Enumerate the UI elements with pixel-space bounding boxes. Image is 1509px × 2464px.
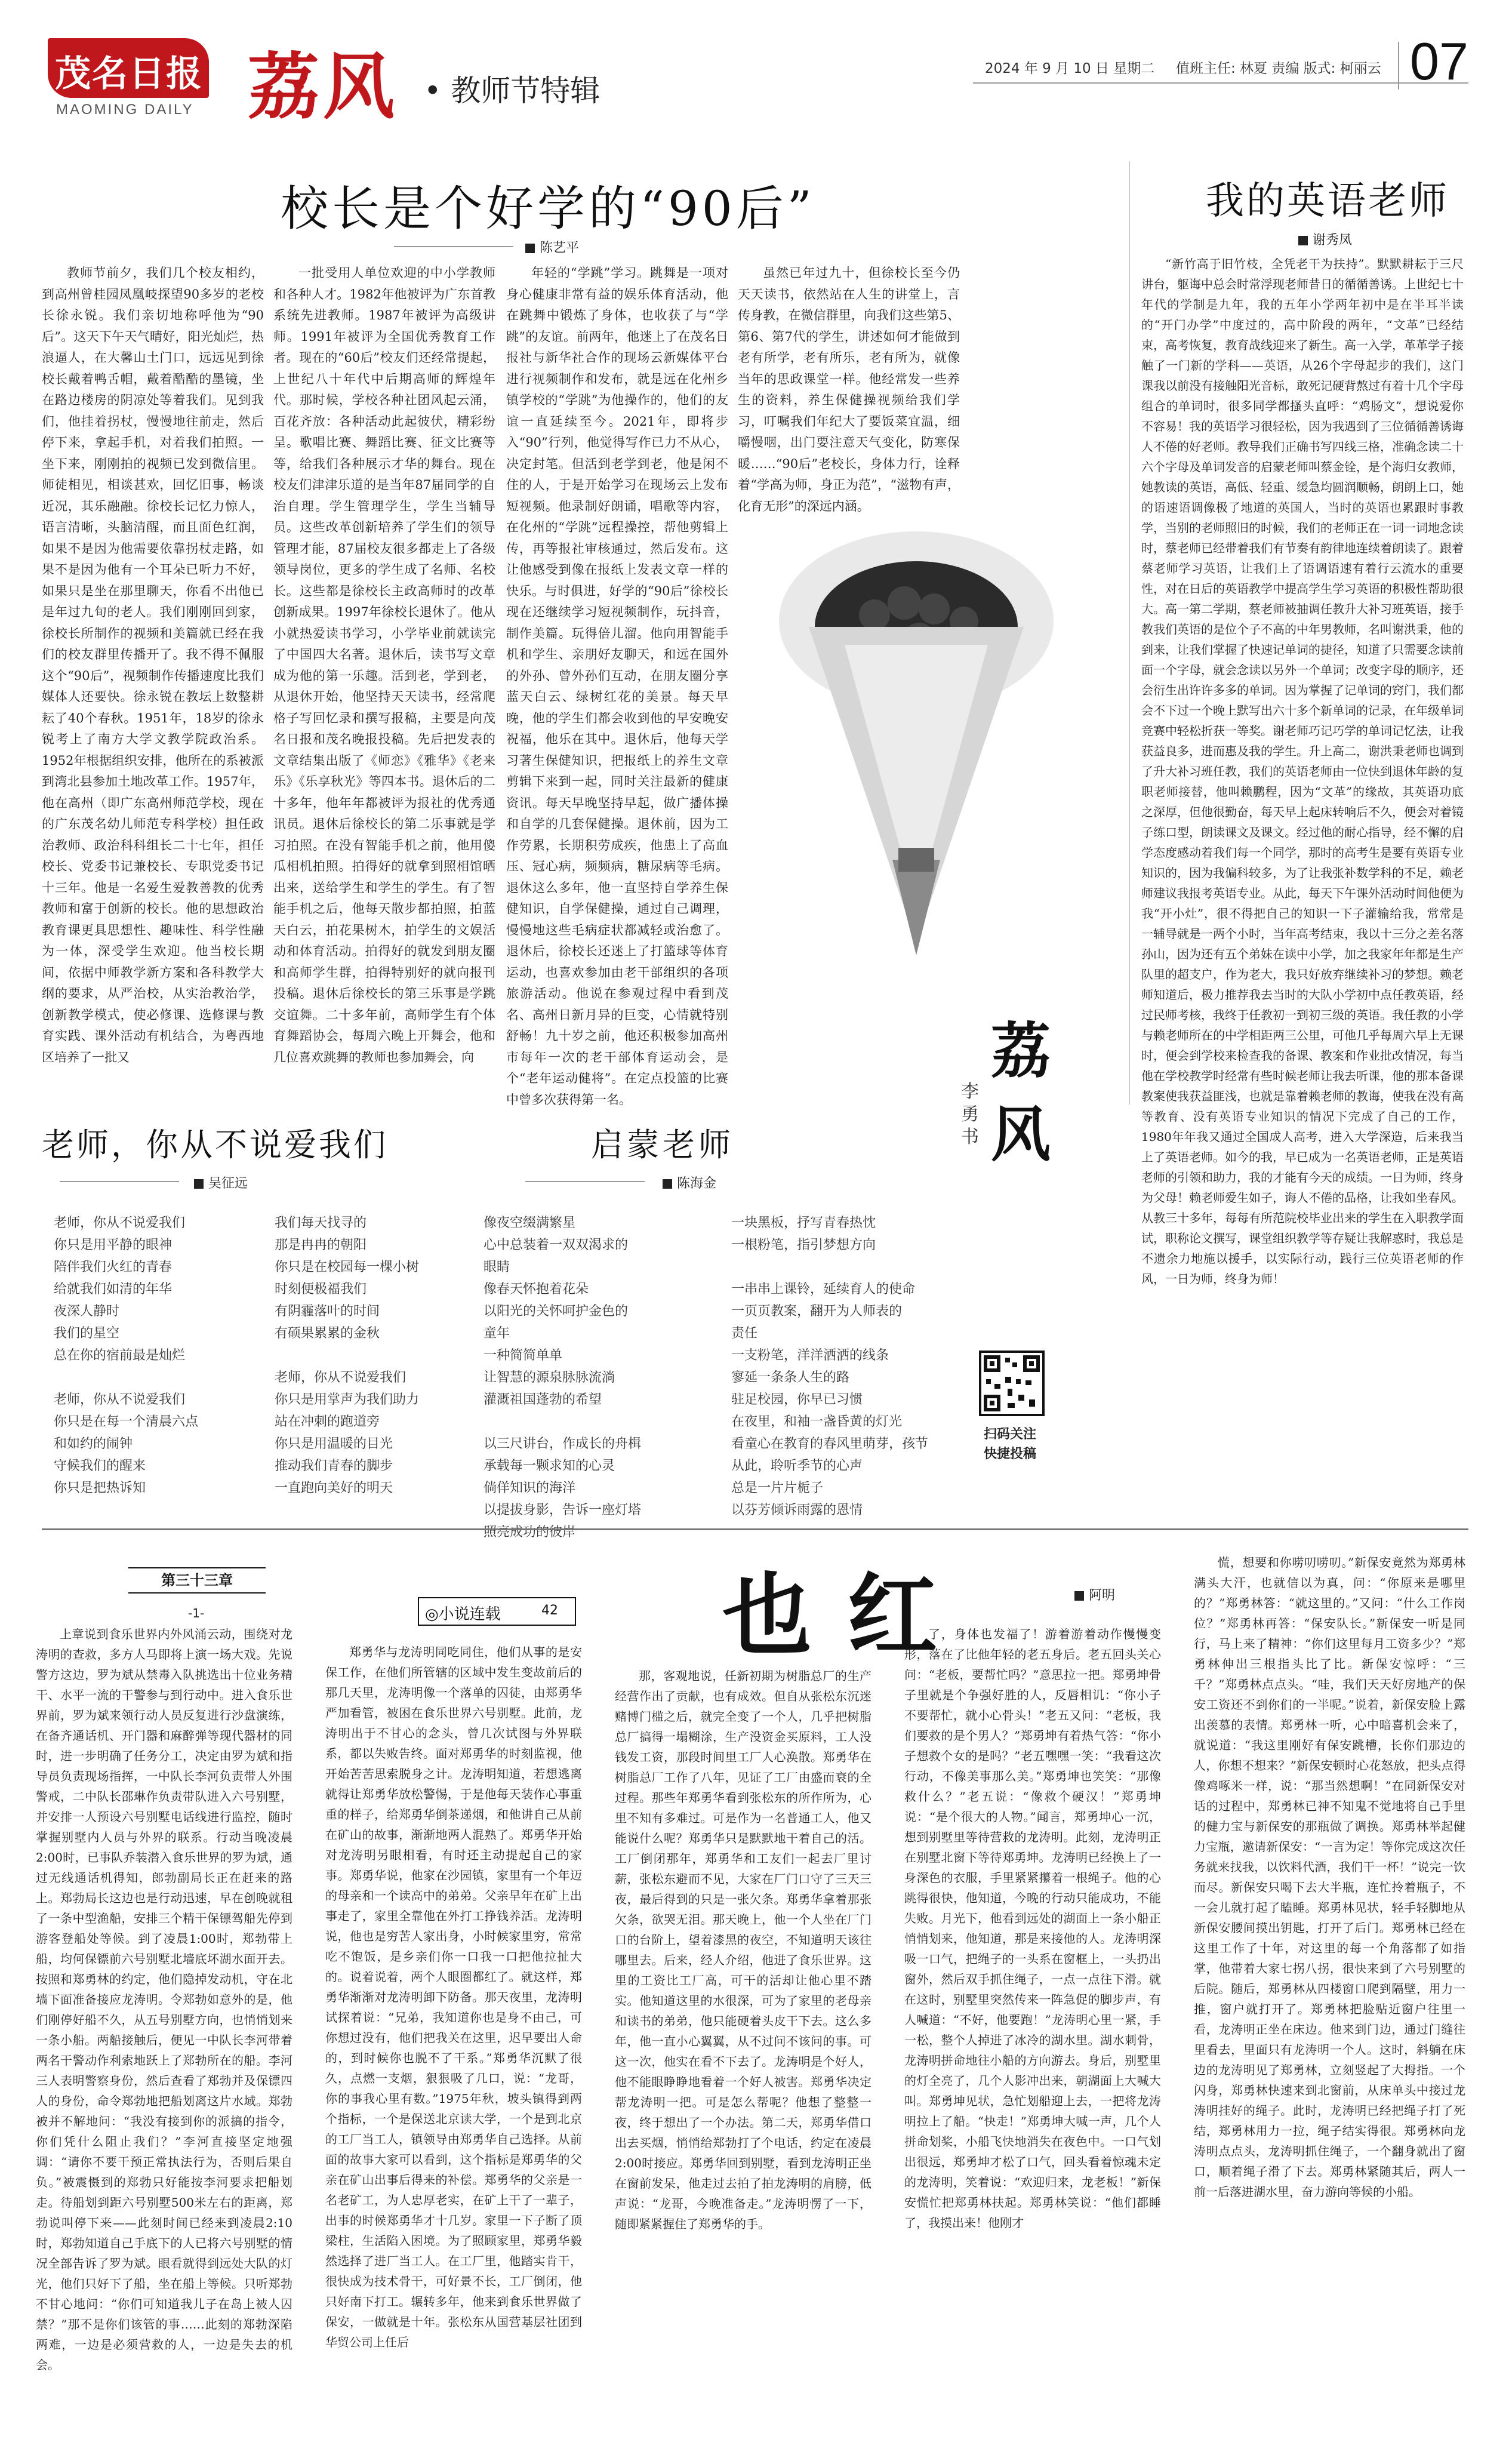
poem-column: 老师，你从不说爱我们 你只是用平静的眼神 陪伴我们火红的青春 给就我们如清的年华 夜深人静时 我们的星空 总在你的宿前最是灿烂 老师，你从不说爱我们 你只是在每一个清晨六点 和如约的闹钟 守候我们的醒来 你只是把热诉知 bbox=[54, 1216, 199, 1496]
section-marker: -1- bbox=[188, 1606, 205, 1620]
section-title: 荔风 bbox=[248, 45, 398, 129]
calligraphy-title: 荔风 bbox=[991, 1016, 1051, 1170]
novel-column: 上章说到食乐世界内外风涌云动，围绕对龙涛明的查救，多方人马即将上演一场大戏。先说警方这边，罗为斌从禁毒入队挑选出十位业务精干、水平一流的干警参与到行动中。进入食乐世界前，罗为斌来领行动人员反复进行沙盘演练，在备齐通话机、开门器和麻醉弹等现代器材的同时，进一步明确了任务分工，决定由罗为斌和指导员负责现场指挥，一中队长李河负责带人外围警戒，二中队长邵琳作负责带队进入六号别墅，并安排一人预设六号别墅电话线进行监控，随时掌握别墅内人员与外界的联系。行动当晚凌晨2:00时，已事队乔装潜入食乐世界的罗为斌，通过无线通话机得知，郎勃副局长正在赶来的路上。郑勃局长这边也是行动迅速，早在创晚就租了一条中型渔船，安排三个精干保镖驾船先停到游客登船处等候。到了凌晨1:00时，郑勃带上船，均何保镖前六号别墅北墙底坏湖水面开去。按照和郑勇林的约定，他们隐掉发动机，守在北墙下面准备接应龙涛明。令郑勃如意外的是，他们刚停好船不久，从五号别墅方向，也悄悄划来一条小船。两船接触后，便见一中队长李河带着两名干警动作利索地跃上了郑勃所在的船。李河三人表明警察身份，然后查看了郑勃并及保镖四人的身份，命令郑勃地把船划离这片水域。郑勃被并不解地问：“我没有接到你的派搞的指令，你们凭什么阻止我们？”李河直接坚定地强调：“请你不要干预正常执法行为，否则后果自负。”被震慑到的郑勃只好能按李河要求把船划走。待船划到距六号别墅500米左右的距离，郑勃说叫停下来——此刻时间已经来到凌晨2:10时，郑勃知道自己手底下的人已将六号别墅的情况全部告诉了罗为斌。眼看就得到远处大队的灯光，他们只好下了船，坐在船上等候。只听郑勃不甘心地问：“你们可知道我儿子在岛上被人囚禁？”那不是你们该管的事……此刻的郑勃深陷两难，一边是必须营救的人，一边是失去的机会。 bbox=[36, 1627, 292, 2372]
date-line: 2024 年 9 月 10 日 星期二 bbox=[985, 61, 1155, 76]
poem-byline bbox=[663, 1173, 716, 1192]
qr-code[interactable] bbox=[979, 1351, 1045, 1416]
byline-author: 陈艺平 bbox=[540, 241, 580, 256]
article-column: 年轻的“学跳”学习。跳舞是一项对身心健康非常有益的娱乐体育活动，他在跳舞中锻炼了身体，也收获了与“学跳”的友谊。前两年，他迷上了在茂名日报社与新华社合作的现场云新媒体平台进行视频制作和发布，就是远在化州乡镇学校的“学跳”为他操作的，他们的友谊一直延续至今。2021年，即将步入“90”行列，他觉得写作已力不从心，决定封笔。但活到老学到老，他是闲不住的人，于是开始学习在现场云上发布短视频。他录制好朗诵，唱歌等内容，在化州的“学跳”远程操控，帮他剪辑上传，再等报社审核通过，然后发布。这让他感受到像在报纸上发表文章一样的快乐。与时俱进，好学的“90后”徐校长现在还继续学习短视频制作，玩抖音，制作美篇。玩得倍儿溜。他向用智能手机和学生、亲朋好友聊天，和远在国外的外孙、曾外孙们互动，在朋友圈分享蓝天白云、绿树红花的美景。每天早晚，他的学生们都会收到他的早安晚安祝福，他乐在其中。退休后，他每天学习著生保健知识，把报纸上的养生文章剪辑下来到一起，同时关注最新的健康资讯。每天早晚坚持早起，做广播体操和自学的几套保健操。退休前，因为工作劳累，长期积劳成疾，他患上了高血压、冠心病，频频病，糖尿病等毛病。退休这么多年，他一直坚持自学养生保健知识，自学保健操，通过自己调理，慢慢地这些毛病症状都减轻或治愈了。退休后，徐校长还迷上了打篮球等体育运动，也喜欢参加由老干部组织的各项旅游活动。他说在参观过程中看到茂名、高州日新月异的巨变，心情就特别舒畅！九十岁之前，他还积极参加高州市每年一次的老干部体育运动会，是个“老年运动健将”。在定点投篮的比赛中曾多次获得第一名。 bbox=[506, 266, 728, 1107]
column-rule bbox=[1129, 161, 1130, 1105]
article-column: 教师节前夕，我们几个校友相约，到高州曾桂园凤凰岐探望90多岁的老校长徐永锐。我们亲切地称呼他为“90后”。这天下午天气晴好，阳光灿烂，热浪逼人，在大馨山土门口，远远见到徐校长戴着鸭舌帽，戴着酷酷的墨镜，坐在路边楼房的阴凉处等着我们。见到我们，他挂着拐杖，慢慢地往前走，然后停下来，拿起手机，对着我们拍照。一坐下来，刚刚拍的视频已发到微信里。师徒相见，相谈甚欢，回忆旧事，畅谈近况，其乐融融。徐校长记忆力惊人，语言清晰，头脑清醒，而且面色红润，如果不是因为他需要依靠拐杖走路，如果不是因为他有一个耳朵已听力不好，如果只是坐在那里聊天，你看不出他已是年过九旬的老人。我们刚刚回到家，徐校长所制作的视频和美篇就已经在我们的校友群里传播开了。我不得不佩服这个“90后”，视频制作传播速度比我们媒体人还要快。徐永锐在教坛上数整耕耘了40个春秋。1951年，18岁的徐永锐考上了南方大学文教学院政治系。1952年根据组织安排，他所在的系被派到湾北县参加土地改革工作。1957年，他在高州（即广东高州师范学校，现在的广东茂名幼儿师范专科学校）担任政治教师、政治科科组长二十七年，担任校长、党委书记兼校长、专职党委书记十三年。他是一名爱生爱教善教的优秀教师和富于创新的校长。他的思想政治教育课更具思想性、趣味性、科学性融为一体，深受学生欢迎。他当校长期间，依据中师教学新方案和各科教学大纲的要求，从严治校，从实治教治学，创新教学模式，使必修课、选修课与教育实践、课外活动有机结合，为粤西地区培养了一批又 bbox=[42, 266, 264, 1065]
novel-column: 了，身体也发福了！游着游着动作慢慢变形，落在了比他年轻的老五身后。老五回头关心问：“老板，要帮忙吗？”意思拉一把。郑勇坤骨子里就是个争强好胜的人，反唇相讥：“你小子不要帮忙，就小心骨头！”老五又问：“老板，我们要救的是个男人？”郑勇坤有着热气答：“你小子想救个女的是吗？”老五嘿嘿一笑：“我看这次行动，不像美事那么美。”郑勇坤也笑笑：“那像救什么？”老五说：“像救个硬汉！”郑勇坤说：“是个很大的人物。”闻言，郑勇坤心一沉，想到别墅里等待营救的龙涛明。此刻，龙涛明正在别墅北窗下等待郑勇坤。龙涛明已经换上了一身深色的衣服，手里紧紧攥着一根绳子。他的心跳得很快，他知道，今晚的行动只能成功，不能失败。月光下，他看到远处的湖面上一条小船正悄悄划来，他知道，那是来接他的人。龙涛明深吸一口气，把绳子的一头系在窗框上，一头扔出窗外，然后双手抓住绳子，一点一点往下滑。就在这时，别墅里突然传来一阵急促的脚步声，有人喊道：“不好，他要跑！”龙涛明心里一紧，手一松，整个人掉进了冰冷的湖水里。湖水刺骨，龙涛明拼命地往小船的方向游去。身后，别墅里的灯全亮了，几个人影冲出来，朝湖面上大喊大叫。郑勇坤见状，急忙划船迎上去，一把将龙涛明拉上了船。“快走！”郑勇坤大喊一声，几个人拼命划桨，小船飞快地消失在夜色中。一口气划出很远，郑勇坤才松了口气，回头看着惊魂未定的龙涛明，笑着说：“欢迎归来，龙老板！”新保安慌忙把郑勇林扶起。郑勇林笑说：“他们都睡了，我摸出来！他刚才 bbox=[904, 1627, 1161, 2230]
article-title: 校长是个好学的“90后” bbox=[281, 181, 815, 236]
poem-column: 一块黑板，抒写青春热忱 一根粉笔，指引梦想方向 一串串上课铃，延续育人的使命 一页页教案，翻开为人师表的 责任 一支粉笔，洋洋洒洒的线条 寥延一条条人生的路 驻足校园，你早已习惯 在夜里，和袖一盏昏黄的灯光 看童心在教育的春风里萌芽，孩节 从此，聆听季节的心声 总是一片片栀子 以芬芳倾诉雨露的恩情 bbox=[731, 1216, 929, 1518]
calligraphy-inscription: 李勇 书 bbox=[961, 1081, 979, 1148]
divider bbox=[394, 246, 513, 247]
article-column: 一批受用人单位欢迎的中小学教师和各种人才。1982年他被评为广东首教系统先进教师。1987年被评为高级讲师。1991年被评为全国优秀教育工作者。现在的“60后”校友们还经常提起，上世纪八十年代中后期高师的辉煌年代。那时候，学校各种社团风起云涌，百花齐放：各种活动此起彼伏，精彩纷呈。歌唱比赛、舞蹈比赛、征文比赛等等，给我们各种展示才华的舞台。现在校友们津津乐道的是当年87届同学的自治自理。学生管理学生，学生当辅导员。这些改革创新培养了学生们的领导管理才能，87届校友很多都走上了各级领导岗位，更多的学生成了名师、名校长。这些都是徐校长主政高师时的改革创新成果。1997年徐校长退休了。他从小就热爱读书学习，小学毕业前就读完了中国四大名著。退休后，读书写文章成为他的第一乐趣。活到老，学到老，从退休开始，他坚持天天读书，经常爬格子写回忆录和撰写报稿，主要是向茂名日报和茂名晚报投稿。先后把发表的文章结集出版了《师恋》《雅华》《老来乐》《乐享秋光》等四本书。退休后的二十多年，他年年都被评为报社的优秀通讯员。退休后徐校长的第二乐事就是学习拍照。在没有智能手机之前，他用傻瓜相机拍照。拍得好的就拿到照相馆晒出来，送给学生和学生的学生。有了智能手机之后，他每天散步都拍照，拍蓝天白云，拍花果树木，拍学生的文娱活动和体育活动。拍得好的就发到朋友圈和高师学生群，拍得特别好的就向报刊投稿。退休后徐校长的第三乐事是学跳交谊舞。二十多年前，高师学生有个体育舞蹈协会，每周六晚上开舞会，他和几位喜欢跳舞的教师也参加舞会，向 bbox=[273, 266, 495, 1065]
poem-title: 老师，你从不说爱我们 bbox=[42, 1126, 388, 1164]
masthead-rule bbox=[973, 82, 1468, 84]
paper-logo bbox=[48, 38, 209, 119]
editor-line: 值班主任: 林夏 责编 版式: 柯丽云 bbox=[1176, 61, 1381, 76]
byline-author: 吴征远 bbox=[208, 1176, 248, 1191]
qr-caption: 扫码关注 bbox=[984, 1427, 1037, 1442]
byline-author: 阿明 bbox=[1089, 1588, 1116, 1603]
section-divider bbox=[42, 1528, 1468, 1530]
byline-author: 陈海金 bbox=[677, 1176, 717, 1191]
novel-title: 也红 bbox=[722, 1563, 974, 1668]
article-byline bbox=[1298, 230, 1352, 248]
chapter-label-text: 第三十三章 bbox=[161, 1572, 233, 1589]
serial-label: ◎小说连载 bbox=[425, 1605, 501, 1623]
byline-author: 谢秀凤 bbox=[1313, 233, 1353, 248]
divider bbox=[525, 1181, 645, 1182]
article-column: “新竹高于旧竹枝，全凭老干为扶持”。默默耕耘于三尺讲台，躯诲中总会时常浮现老师昔日的循循善诱。上世纪七十年代的学制是九年，我的五年小学两年初中是在半耳半读的“开门办学”中度过的，高中阶段的两年，“文革”已经结束，高考恢复，教育战线迎来了新生。高一入学，革革学子接触了一门新的学科——英语，从26个字母起步的我们，这门课我以前没有接触阳光音标，敢死记硬背熬过有着十几个字母组合的单词时，很多同学都搔头直呼：“鸡肠文”，想说爱你不容易！我的英语学习很轻松，因为我遇到了三位循循善诱诲人不倦的好老师。教导我们正确书写四线三格，准确念读二十六个字母及单词发音的启蒙老师叫蔡金铨，是个海归女教师，她教读的英语，高低、轻重、缓急均圆润顺畅，朗朗上口，她的语速语调像极了地道的英国人，当时的英语也累跟时事教学，当别的老师照旧的时候，我们的老师正在一词一词地念读时，蔡老师已经带着我们有节奏有韵律地连续着朗读了。跟着蔡老师学习英语，让我们上了语调语速有着行云流水的重要性，对在日后的英语教学中提高学生学习英语的积极性帮助很大。高一第二学期，蔡老师被抽调任教升大补习班英语，接手教我们英语的是位个子不高的中年男教师，名叫谢洪秉，他的到来，让我们掌握了快速记单词的捷径，知道了只需要念读前面一个字母，就会念读以另外一个单词；改变字母的顺序，还会衍生出许许多多的单词。因为掌握了记单词的窍门，我们都会不下过一个晚上默写出六十多个新单词的记录，在年级单词竞赛中轻松折获一等奖。谢老师巧记巧学的单词记忆法，让我获益良多，进而惠及我的学生。升上高二，谢洪秉老师也调到了升大补习班任教，我们的英语老师由一位快到退休年龄的复职老师接替，他叫赖鹏程，因为“文革”的缘故，其英语功底之深厚，但他很勤奋，每天早上起床转响后不久，便会对着镜子练口型，朗读课文及课文。经过他的耐心指导，经不懈的启学态度感动着我们每一个同学，那时的高考生是要有英语专业知识的，因为我偏科较多，为了让我张补数学科的不足，赖老师建议我报考英语专业。从此，每天下午课外活动时间他便为我“开小灶”，很不得把自己的知识一下子灌输给我，常常是一辅导就是一两个小时，当年高考结束，我以十三分之差名落孙山，因为还有五个弟妹在读中小学，加之我家年年都是生产队里的超支户，作为老大，我只好放弃继续补习的梦想。赖老师知道后，极力推荐我去当时的大队小学初中点任教英语，经过民师考核，我终于任教初一到初三级的英语。我任教的小学与赖老师所在的中学相距两三公里，可他几乎每周六早上无课时，便会到学校来检查我的备课、教案和作业批改情况，每当他在学校教学时经常有些时候老师让我去听课，他的那本备课教案使我获益匪浅，也就是靠着赖老师的教诲，使我在没有高等教育、没有英语专业知识的情况下完成了自己的工作，1980年年我又通过全国成人高考，进入大学深造，后来我当上了英语老师。如今的我，早已成为一名英语老师，正是英语老师的引领和助力，我的才能有今天的成绩。一日为师，终身为父母！赖老师爱生如子，诲人不倦的品格，让我如坐春风。从教三十多年，每每有所范院校毕业出来的学生在入职教学面试，职称论文撰写，课堂组织教学等存疑让我解惑时，我总是不遗余力地施以援手，以实际行动，践行三位英语老师的作风，一日为师，终身为师！ bbox=[1141, 257, 1464, 1286]
chapter-label bbox=[128, 1567, 266, 1594]
serial-badge bbox=[418, 1597, 576, 1626]
section-subtitle: • 教师节特辑 bbox=[424, 73, 600, 108]
novel-column: 慌，想要和你唠叨唠叨。”新保安竟然为郑勇林满头大汗，也就信以为真，问：“你原来是哪里的？”郑勇林答：“就这里的。”又问：“什么工作岗位？”郑勇林再答：“保安队长。”新保安一听是同行，马上来了精神：“你们这里每月工资多少？”郑勇林伸出三根指头比了比。新保安惊呼：“三千？”郑勇林点点头。“哇，我们天天好房地产的保安工资还不到你们的一半呢。”说着，新保安脸上露出羡慕的表情。郑勇林一听，心中暗喜机会来了，就说道：“我这里刚好有保安跳槽，长你们那边的人，你想不想来？”新保安顿时心花怒放，把头点得像鸡啄米一样，说：“那当然想啊！”在同新保安对话的过程中，郑勇林已神不知鬼不觉地将自己手里的健力宝与新保安的那瓶做了调换。郑勇林举起健力宝瓶，邀请新保安：“一言为定！等你完成这次任务就来找我，以饮料代酒，我们干一杯！”说完一饮而尽。新保安只喝下去大半瓶，连忙拎着瓶子，不一会儿就打起了瞌睡。郑勇林见状，轻手轻脚地从新保安腰间摸出钥匙，打开了后门。郑勇林已经在这里工作了十年，对这里的每一个角落都了如指掌，他带着大家七拐八拐，很快来到了六号别墅的后院。随后，郑勇林从四楼窗口爬到隔壁，用力一推，窗户就打开了。郑勇林把脸贴近窗户往里一看，龙涛明正坐在床边。他来到门边，通过门缝往里看去，里面只有龙涛明一个人。这时，斜躺在床边的龙涛明见了郑勇林，立刻竖起了大拇指。一个闪身，郑勇林快速来到北窗前，从床单头中接过龙涛明挂好的绳子。此时，龙涛明已经把绳子打了死结，郑勇林用力一拉，绳子结实得很。郑勇林向龙涛明点点头，龙涛明抓住绳子，一个翻身就出了窗口，顺着绳子滑了下去。郑勇林紧随其后，两人一前一后落进湖水里，奋力游向等候的小船。 bbox=[1194, 1555, 1465, 2199]
qr-caption: 快捷投稿 bbox=[984, 1447, 1037, 1462]
novel-column: 那，客观地说，任新初期为树脂总厂的生产经营作出了贡献，也有成效。但自从张松东沉迷赌博门槛之后，就完全变了一个人，几乎把树脂总厂搞得一塌糊涂，生产没资金买原料，工人没钱发工资，那段时间里工厂人心涣散。郑勇华在树脂总厂工作了八年，见证了工厂由盛而衰的全过程。那些年郑勇华看到张松东的所作所为，心里不知有多难过。可是作为一名普通工人，他又能说什么呢？郑勇华只是默默地干着自己的活。工厂倒闭那年，郑勇华和工友们一起去厂里讨薪，张松东避而不见，大家在厂门口守了三天三夜，最后得到的只是一张欠条。郑勇华拿着那张欠条，欲哭无泪。那天晚上，他一个人坐在厂门口的台阶上，望着漆黑的夜空，不知道明天该往哪里去。后来，经人介绍，他进了食乐世界。这里的工资比工厂高，可干的活却让他心里不踏实。他知道这里的水很深，可为了家里的老母亲和读书的弟弟，他只能硬着头皮干下去。这么多年，他一直小心翼翼，从不过问不该问的事。可这一次，他实在看不下去了。龙涛明是个好人，他不能眼睁睁地看着一个好人被害。郑勇华决定帮龙涛明一把。可是怎么帮呢？他想了整整一夜，终于想出了一个办法。第二天，郑勇华借口出去买烟，悄悄给郑勃打了个电话，约定在凌晨2:00时接应。郑勇华回到别墅，看到龙涛明正坐在窗前发呆，他走过去拍了拍龙涛明的肩膀，低声说：“龙哥，今晚准备走。”龙涛明愣了一下，随即紧紧握住了郑勇华的手。 bbox=[615, 1669, 871, 2231]
serial-number: 42 bbox=[541, 1603, 558, 1618]
novel-byline bbox=[1074, 1585, 1115, 1604]
page-number: 07 bbox=[1410, 32, 1468, 91]
poem-title: 启蒙老师 bbox=[591, 1126, 734, 1164]
paper-name: 茂名日报 bbox=[55, 53, 203, 95]
poem-column: 我们每天找寻的 那是冉冉的朝阳 你只是在校园每一棵小树 时刻便极福我们 有阴霾落叶的时间 有硕果累累的金秋 老师，你从不说爱我们 你只是用掌声为我们助力 站在冲刺的跑道旁 你只是用温暖的目光 推动我们青春的脚步 一直跑向美好的明天 bbox=[275, 1216, 420, 1496]
article-column: 虽然已年过九十，但徐校长至今仍天天读书，依然站在人生的讲堂上，言传身教，在微信群里，向我们这些第5、第6、第7代的学生，讲述如何才能做到老有所学，老有所乐，老有所为，就像当年的思政课堂一样。他经常发一些养生的资料，养生保健操视频给我们学习，叮嘱我们年纪大了要饭菜宜温，细嚼慢咽，出门要注意天气变化，防寒保暖……“90后”老校长，身体力行，诠释着“学高为师，身正为范”，“滋物有声，化育无形”的深远内涵。 bbox=[738, 266, 960, 513]
bouquet-illustration bbox=[737, 525, 1119, 1003]
article-title: 我的英语老师 bbox=[1206, 179, 1449, 223]
article-byline bbox=[525, 238, 579, 256]
poem-column: 像夜空缀满繁星 心中总装着一双双渴求的 眼睛 像春天怀抱着花朵 以阳光的关怀呵护金色的 童年 一种简简单单 让智慧的源泉脉脉流淌 灌溉祖国蓬勃的希望 以三尺讲台，作成长的舟楫 承载每一颗求知的心灵 倘佯知识的海洋 以提拔身影，告诉一座灯塔 照亮成功的彼岸 bbox=[484, 1216, 642, 1540]
paper-name-en: MAOMING DAILY bbox=[56, 101, 194, 118]
vertical-rule bbox=[1398, 42, 1399, 90]
novel-column: 郑勇华与龙涛明同吃同住，他们从事的是安保工作，在他们所管辖的区域中发生变故前后的那几天里，龙涛明像一个落单的囚徒，由郑勇华严加看管，被困在食乐世界六号别墅。此前，龙涛明出于不甘心的念头，曾几次试图与外界联系，都以失败告终。面对郑勇华的时刻监视，他开始苦苦思索脱身之计。龙涛明知道，若想逃离就得让郑勇华放松警惕，于是他每天装作心事重重的样子，给郑勇华倒茶递烟，和他讲自己从前在矿山的故事，渐渐地两人混熟了。郑勇华开始对龙涛明另眼相看，有时还主动提起自己的家事。郑勇华说，他家在沙园镇，家里有一个年迈的母亲和一个读高中的弟弟。父亲早年在矿上出事走了，家里全靠他在外打工挣钱养活。龙涛明说，他也是穷苦人家出身，小时候家里穷，常常吃不饱饭，是乡亲们你一口我一口把他拉扯大的。说着说着，两个人眼圈都红了。就这样，郑勇华渐渐对龙涛明卸下防备。那天夜里，龙涛明试探着说：“兄弟，我知道你也是身不由己，可你想过没有，他们把我关在这里，迟早要出人命的，到时候你也脱不了干系。”郑勇华沉默了很久，点燃一支烟，狠狠吸了几口，说：“龙哥，你的事我心里有数。”1975年秋，坡头镇得到两个指标，一个是保送北京读大学，一个是到北京的工厂当工人，镇领导由郑勇华自己选择。从前面的故事大家可以看到，这个指标是郑勇华的父亲在矿山出事后得来的补偿。郑勇华的父亲是一名老矿工，为人忠厚老实，在矿上干了一辈子，出事的时候郑勇华才十几岁。家里一下子断了顶梁柱，生活陷入困境。为了照顾家里，郑勇华毅然选择了进厂当工人。在工厂里，他踏实肯干，很快成为技术骨干，可好景不长，工厂倒闭，他只好南下打工。辗转多年，他来到食乐世界做了保安，一做就是十年。张松东从国营基层社团到华贸公司上任后 bbox=[325, 1645, 582, 2349]
masthead bbox=[48, 24, 1468, 143]
divider bbox=[60, 1181, 179, 1182]
poem-byline bbox=[194, 1173, 248, 1192]
